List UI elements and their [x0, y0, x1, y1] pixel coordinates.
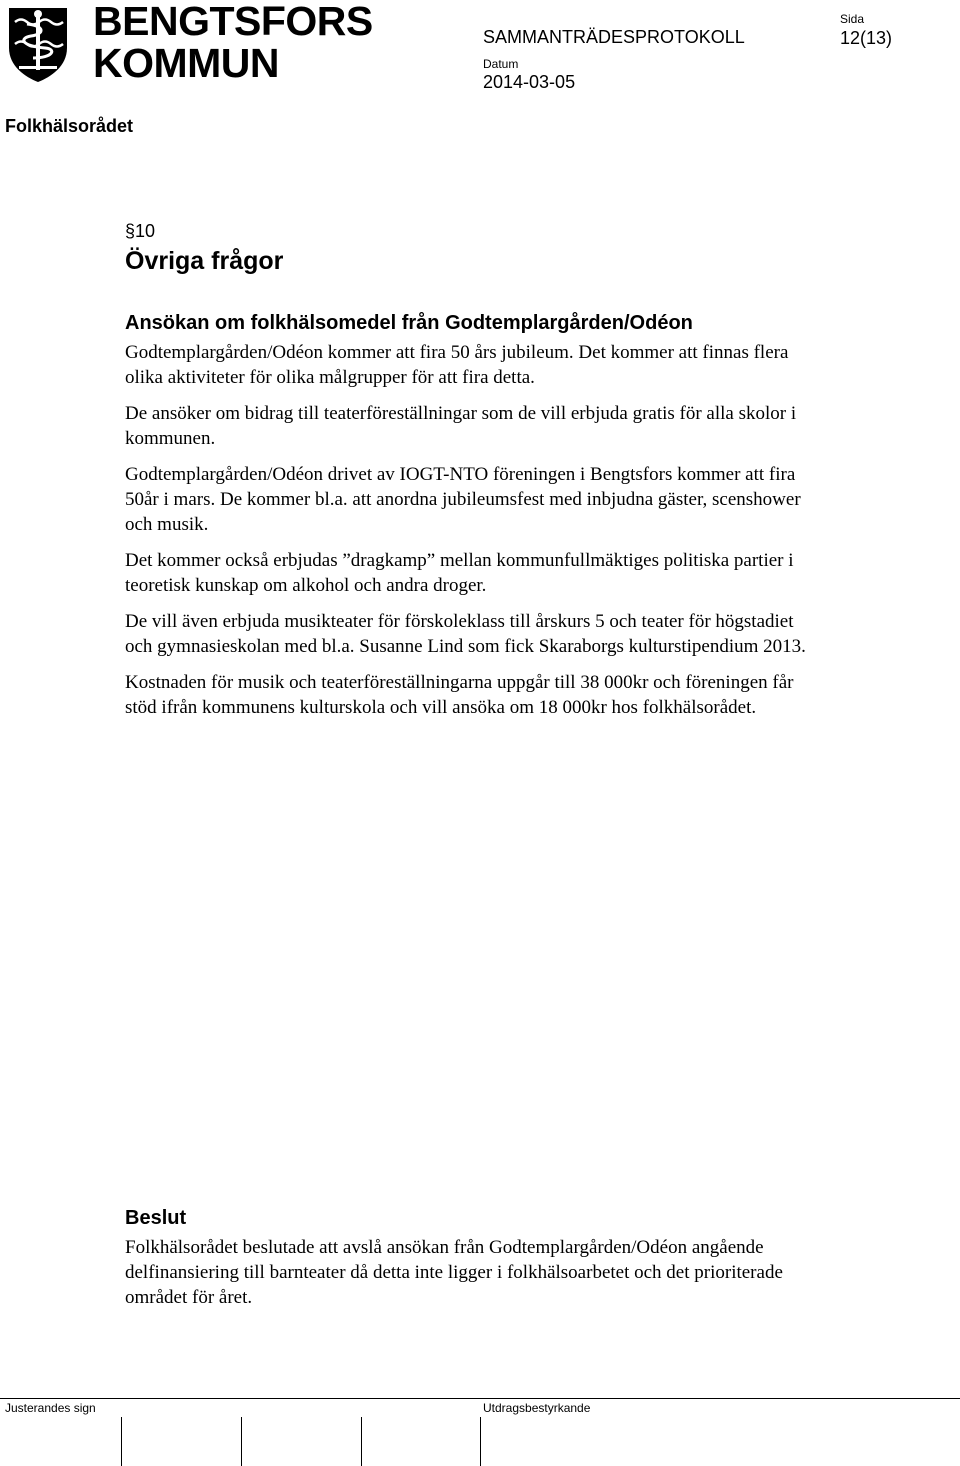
section-number: §10: [125, 221, 156, 241]
signature-box-divider: [480, 1417, 481, 1466]
paragraph: Godtemplargården/Odéon drivet av IOGT-NTO föreningen i Bengtsfors kommer att fira 50år i mars. De kommer bl.a. att anordna jubileumsfest med inbjudna gäster, scenshower och musik.: [125, 464, 801, 535]
signature-box-divider: [241, 1417, 242, 1466]
footer-certification-label: Utdragsbestyrkande: [483, 1401, 591, 1415]
paragraph: Godtemplargården/Odéon kommer att fira 50 års jubileum. Det kommer att finnas flera olika aktiviteter för olika målgrupper för att fira detta.: [125, 342, 789, 388]
logo-text-line2: KOMMUN: [93, 40, 280, 86]
decision-heading: Beslut: [125, 1207, 187, 1229]
footer-divider: [0, 1398, 960, 1399]
page-number: 12(13): [840, 28, 893, 48]
document-type: SAMMANTRÄDESPROTOKOLL: [483, 27, 745, 47]
committee-name: Folkhälsorådet: [5, 116, 134, 136]
coat-of-arms-icon: [5, 4, 71, 84]
section-number-value: 10: [135, 221, 156, 241]
paragraph: Kostnaden för musik och teaterföreställningarna uppgår till 38 000kr och föreningen får stöd ifrån kommunens kulturskola och vill ansöka om 18 000kr hos folkhälsorådet.: [125, 672, 794, 718]
date-label: Datum: [483, 57, 519, 71]
logo-text-line1: BENGTSFORS: [93, 0, 373, 44]
paragraph: De vill även erbjuda musikteater för förskoleklass till årskurs 5 och teater för högstadiet och gymnasieskolan med bl.a. Susanne Lind som fick Skaraborgs kulturstipendium 2013.: [125, 611, 806, 657]
item-subheading: Ansökan om folkhälsomedel från Godtemplargården/Odéon: [125, 312, 693, 334]
section-content: [125, 310, 825, 731]
date-value: 2014-03-05: [483, 72, 576, 92]
paragraph: Det kommer också erbjudas ”dragkamp” mellan kommunfullmäktiges politiska partier i teoretisk kunskap om alkohol och andra droger.: [125, 550, 794, 596]
decision-block: [125, 1205, 825, 1321]
footer-sign-label: Justerandes sign: [5, 1401, 96, 1415]
page-label: Sida: [840, 12, 865, 26]
signature-box-divider: [361, 1417, 362, 1466]
decision-text: Folkhälsorådet beslutade att avslå ansökan från Godtemplargården/Odéon angående delfinansiering till barnteater då detta inte ligger i folkhälsoarbetet och det prioriterade området för året.: [125, 1237, 783, 1308]
signature-box-divider: [121, 1417, 122, 1466]
section-title: Övriga frågor: [125, 247, 284, 275]
paragraph: De ansöker om bidrag till teaterföreställningar som de vill erbjuda gratis för alla skolor i kommunen.: [125, 403, 797, 449]
